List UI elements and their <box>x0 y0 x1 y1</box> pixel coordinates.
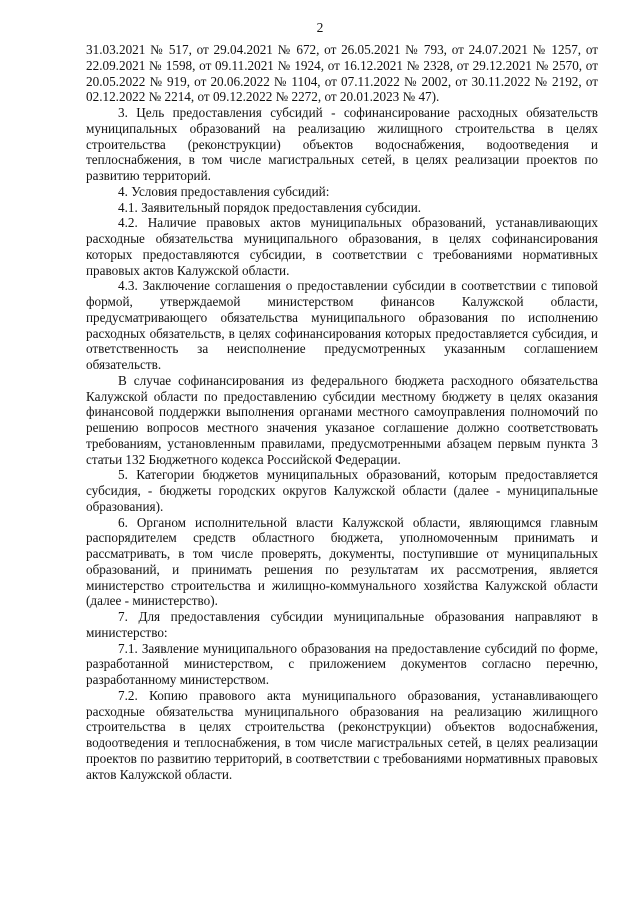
paragraph-7-2: 7.2. Копию правового акта муниципального образования, устанавливающего расходные обязательства муниципального образования на реализацию жилищного строительства в целях строительства (реконструкции) объектов водоснабжения, водоотведения и теплоснабжения, в том числе магистральных сетей, в целях реализации проектов по развитию территорий, в соответствии с требованиями нормативных правовых актов Калужской области. <box>86 687 598 782</box>
paragraph-4-1: 4.1. Заявительный порядок предоставления субсидии. <box>118 199 422 215</box>
paragraph-5-categories: 5. Категории бюджетов муниципальных образований, которым предоставляется субсидия, - бюджеты городских округов Калужской области (далее - муниципальные образования). <box>86 467 598 514</box>
paragraph-6-authority: 6. Органом исполнительной власти Калужской области, являющимся главным распорядителем средств областного бюджета, уполномоченным принимать и рассматривать, в том числе проверять, документы, поступившие от муниципальных образований, и принимать решения по результатам их рассмотрения, является министерство строительства и жилищно-коммунального хозяйства Калужской области (далее - министерство). <box>86 514 598 609</box>
document-body <box>86 42 598 782</box>
paragraph-4-3: 4.3. Заключение соглашения о предоставлении субсидии в соответствии с типовой формой, утверждаемой министерством финансов Калужской области, предусматривающего обязательства муниципального образования по исполнению расходных обязательств, в целях софинансирования которых предоставляется субсидия, и ответственность за неисполнение предусмотренных указанным соглашением обязательств. <box>86 278 598 372</box>
paragraph-amendments-list: 31.03.2021 № 517, от 29.04.2021 № 672, от 26.05.2021 № 793, от 24.07.2021 № 1257, от 22.09.2021 № 1598, от 09.11.2021 № 1924, от 16.12.2021 № 2328, от 29.12.2021 № 2570, от 20.05.2022 № 919, от 20.06.2022 № 1104, от 07.11.2022 № 2002, от 30.11.2022 № 2192, от 02.12.2022 № 2214, от 09.12.2022 № 2272, от 20.01.2023 № 47). <box>86 42 598 105</box>
paragraph-4-2: 4.2. Наличие правовых актов муниципальных образований, устанавливающих расходные обязательства муниципального образования, в целях софинансирования которых предоставляются субсидии, в соответствии с требованиями нормативных правовых актов Калужской области. <box>86 215 598 278</box>
paragraph-7-documents: 7. Для предоставления субсидии муниципальные образования направляют в министерство: <box>86 609 598 640</box>
paragraph-federal-cofinancing: В случае софинансирования из федерального бюджета расходного обязательства Калужской области по предоставлению субсидии местному бюджету в целях оказания финансовой поддержки выполнения органами местного самоуправления полномочий по решению вопросов местного значения указаное соглашение должно соответствовать требованиям, установленным правилами, предусмотренными абзацем первым пункта 3 статьи 132 Бюджетного кодекса Российской Федерации. <box>86 372 598 467</box>
paragraph-4-conditions: 4. Условия предоставления субсидий: <box>118 183 330 199</box>
paragraph-7-1: 7.1. Заявление муниципального образования на предоставление субсидий по форме, разработанной министерством, с приложением документов согласно перечню, разработанному министерством. <box>86 640 598 687</box>
paragraph-3-purpose: 3. Цель предоставления субсидий - софинансирование расходных обязательств муниципальных образований на реализацию жилищного строительства в целях строительства (реконструкции) объектов водоснабжения, водоотведения и теплоснабжения, в том числе магистральных сетей, в целях реализации проектов по развитию территорий. <box>86 105 598 183</box>
page-number: 2 <box>316 20 324 35</box>
